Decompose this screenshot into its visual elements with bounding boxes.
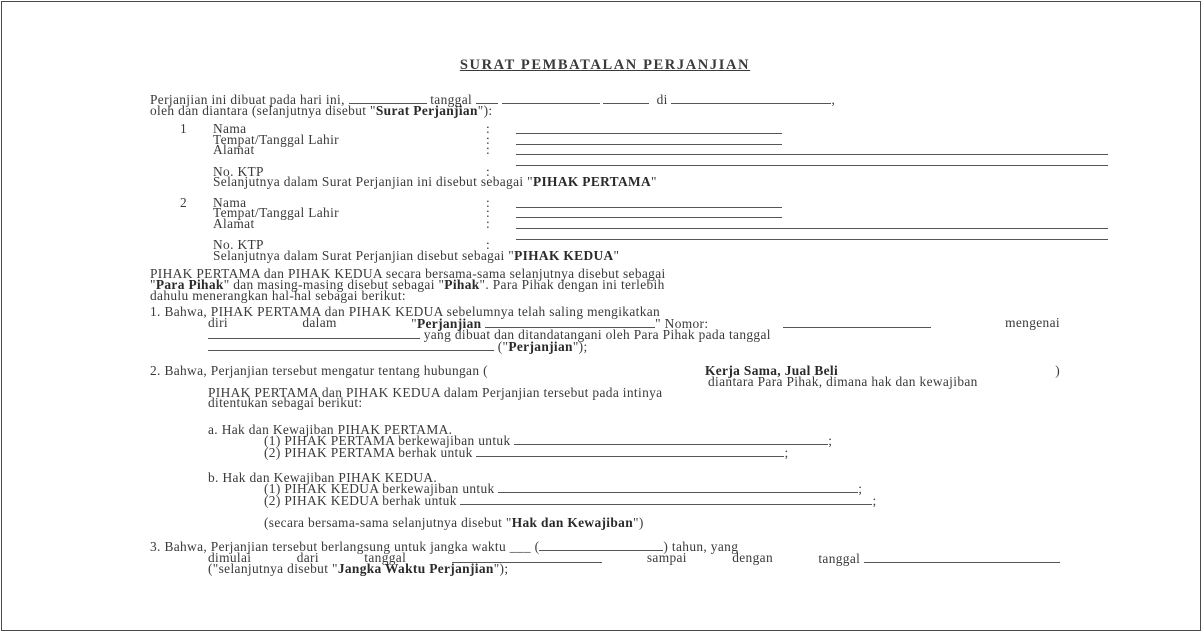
item-text: ) tahun, yang	[663, 539, 739, 554]
field-colon: :	[486, 205, 491, 221]
item-text: dari	[296, 549, 319, 565]
item-text: )	[1055, 363, 1060, 379]
item-1	[150, 304, 1060, 354]
document-frame	[1, 1, 1201, 631]
intro-text: di	[656, 92, 668, 107]
field-label: No. KTP	[213, 163, 264, 179]
intro-text: "):	[477, 102, 493, 118]
item-line: diantara Para Pihak, dimana hak dan kewajiban	[708, 374, 978, 390]
item-text: (1) PIHAK KEDUA berkewajiban untuk	[264, 481, 495, 497]
item-line	[150, 338, 1060, 354]
blank-line	[208, 341, 494, 351]
item-text: ")	[633, 515, 644, 531]
hak-kewajiban-term: Hak dan Kewajiban	[511, 515, 634, 531]
blank-line	[516, 198, 782, 208]
field-label: No. KTP	[213, 237, 264, 253]
item-text: ");	[493, 561, 509, 577]
item-text: 2. Bahwa, Perjanjian tersebut mengatur tentang hubungan (	[150, 363, 488, 379]
designation-text: "	[613, 247, 620, 263]
item-text: tanggal	[818, 550, 861, 566]
field-colon: :	[486, 142, 491, 158]
item-text: yang dibuat dan ditandatangani oleh Para Pihak pada tanggal	[423, 327, 771, 343]
party-2-designation	[213, 247, 620, 263]
field-label: Nama	[213, 194, 247, 210]
jangka-waktu-term: Jangka Waktu Perjanjian	[337, 561, 494, 577]
blank-line	[498, 483, 858, 493]
blank-line	[603, 94, 649, 104]
blank-line	[783, 318, 931, 328]
document-page	[150, 58, 1060, 575]
blank-line	[539, 541, 663, 551]
blank-line	[460, 495, 872, 505]
blank-line	[485, 318, 655, 328]
field-colon: :	[486, 131, 491, 147]
para-pihak-term: Para Pihak	[155, 276, 224, 292]
field-label: Alamat	[213, 215, 255, 231]
pihak-pertama-term: PIHAK PERTAMA	[532, 174, 651, 190]
field-label: Nama	[213, 121, 247, 137]
item-text: ;	[858, 481, 863, 497]
item-text: " Nomor:	[655, 315, 709, 331]
paragraph-text: "	[150, 276, 156, 292]
item-text: (2) PIHAK KEDUA berhak untuk	[264, 492, 457, 508]
item-line	[150, 561, 1060, 577]
pihak-kedua-term: PIHAK KEDUA	[514, 247, 614, 263]
item-line	[150, 541, 1060, 553]
item-text: ;	[784, 445, 789, 461]
intro-text: tanggal	[430, 92, 473, 107]
item-text: (2) PIHAK PERTAMA berhak untuk	[264, 445, 473, 461]
intro-line-1: Perjanjian ini dibuat pada hari ini, tanggal di ,	[150, 92, 836, 107]
item-text: (secara bersama-sama selanjutnya disebut "	[264, 515, 512, 531]
item-text: 3. Bahwa, Perjanjian tersebut berlangsung untuk jangka waktu ___ (	[150, 539, 540, 554]
item-line: ditentukan sebagai berikut:	[208, 395, 363, 411]
intro-text: oleh dan diantara (selanjutnya disebut "	[150, 102, 376, 118]
item-text	[818, 550, 1060, 566]
blank-line	[502, 94, 600, 104]
item-text: ");	[572, 338, 588, 354]
designation-text: Selanjutnya dalam Surat Perjanjian ini disebut sebagai "	[213, 174, 533, 190]
item-text: dalam	[302, 314, 337, 330]
intro-line-2	[150, 102, 1060, 118]
field-label: Tempat/Tanggal Lahir	[213, 131, 339, 147]
item-text: "	[411, 315, 417, 331]
paragraph-line: dahulu menerangkan hal-hal sebagai berikut:	[150, 287, 406, 303]
item-line: 1. Bahwa, PIHAK PERTAMA dan PIHAK KEDUA sebelumnya telah saling mengikatkan	[150, 304, 661, 320]
blank-line	[671, 94, 831, 104]
party-1-block	[150, 121, 1060, 190]
field-label: Alamat	[213, 142, 255, 158]
field-colon: :	[486, 121, 491, 137]
blank-line	[208, 329, 420, 339]
blank-line	[516, 124, 782, 134]
paragraph-line: PIHAK PERTAMA dan PIHAK KEDUA secara bersama-sama selanjutnya disebut sebagai	[150, 266, 666, 282]
field-label: Tempat/Tanggal Lahir	[213, 205, 339, 221]
party-number: 1	[180, 121, 188, 137]
blank-line	[516, 219, 1108, 229]
item-text: sampai	[646, 549, 687, 565]
pihak-term: Pihak	[444, 276, 480, 292]
blank-line	[516, 145, 1108, 155]
item-text: diri	[208, 314, 228, 330]
item-line: PIHAK PERTAMA dan PIHAK KEDUA dalam Perjanjian tersebut pada intinya	[208, 384, 663, 400]
item-3	[150, 541, 1060, 575]
item-text: (1) PIHAK PERTAMA berkewajiban untuk	[264, 433, 511, 449]
subitem-line	[150, 447, 1060, 459]
field-colon: :	[486, 194, 491, 210]
subitem-a-heading: a. Hak dan Kewajiban PIHAK PERTAMA.	[208, 421, 453, 437]
perjanjian-term: Perjanjian	[416, 315, 482, 331]
blank-line	[514, 435, 828, 445]
hak-kewajiban-note	[150, 515, 1060, 531]
subitem-line	[150, 492, 1060, 508]
item-2	[150, 363, 1060, 531]
designation-text: Selanjutnya dalam Surat Perjanjian disebut sebagai "	[213, 247, 515, 263]
perjanjian-term: Perjanjian	[508, 338, 573, 354]
item-line	[150, 329, 1060, 341]
surat-perjanjian-term: Surat Perjanjian	[375, 102, 478, 118]
party-1-designation	[213, 174, 657, 190]
paragraph-text: ". Para Pihak dengan ini terlebih	[479, 276, 665, 292]
party-number: 2	[180, 194, 188, 210]
blank-line	[516, 230, 1108, 240]
item-text: dimulai	[208, 549, 252, 565]
designation-text: "	[651, 174, 657, 190]
item-text: mengenai	[1005, 314, 1060, 330]
item-text: ("	[497, 338, 509, 354]
blank-line	[476, 447, 784, 457]
field-colon: :	[486, 163, 491, 179]
item-text: ;	[828, 433, 833, 449]
field-colon: :	[486, 215, 491, 231]
item-text: ;	[872, 492, 877, 508]
paragraph-text: " dan masing-masing disebut sebagai "	[223, 276, 445, 292]
para-pihak-paragraph	[150, 266, 1060, 303]
blank-line	[516, 208, 782, 218]
document-title: SURAT PEMBATALAN PERJANJIAN	[459, 57, 751, 73]
party-2-block	[150, 194, 1060, 263]
blank-line	[516, 135, 782, 145]
subitem-b-heading: b. Hak dan Kewajiban PIHAK KEDUA.	[208, 469, 438, 485]
item-text: ("selanjutnya disebut "	[208, 561, 338, 577]
intro-text: Perjanjian ini dibuat pada hari ini,	[150, 92, 345, 107]
field-colon: :	[486, 237, 491, 253]
blank-line	[516, 156, 1108, 166]
blank-line	[864, 553, 1060, 563]
hubungan-term: Kerja Sama, Jual Beli	[705, 363, 839, 379]
item-text: tanggal	[364, 549, 407, 565]
item-text: dengan	[732, 549, 773, 565]
